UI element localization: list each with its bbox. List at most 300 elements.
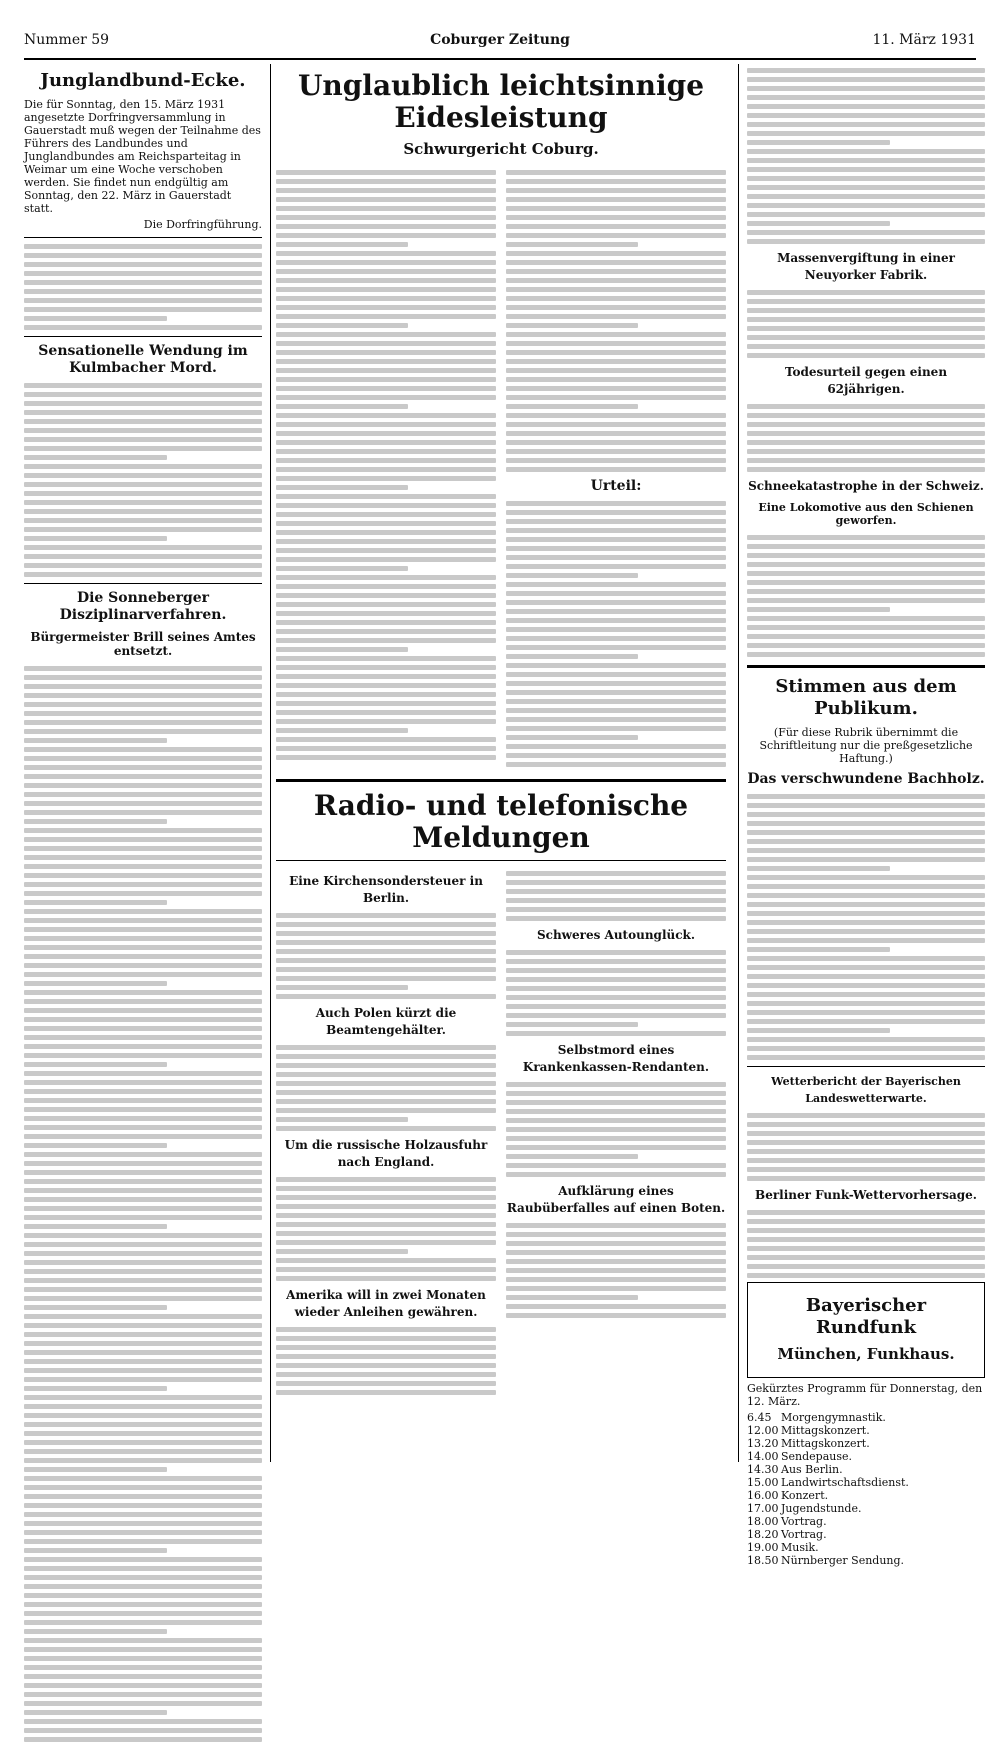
text-line — [747, 1228, 985, 1233]
program-time: 14.00 — [747, 1450, 779, 1463]
body-text-lines — [506, 950, 726, 1036]
text-line — [24, 783, 262, 788]
text-line — [747, 1246, 985, 1251]
text-line — [276, 1108, 496, 1113]
text-line — [506, 762, 726, 767]
text-line — [24, 1737, 262, 1742]
text-line — [24, 1260, 262, 1265]
text-line — [276, 269, 496, 274]
text-line — [747, 95, 985, 100]
publikum-note: (Für diese Rubrik übernimmt die Schriftleitung nur die preßgesetzliche Haftung.) — [759, 726, 973, 765]
program-row — [747, 1515, 985, 1528]
masthead — [24, 28, 976, 60]
text-line — [506, 341, 726, 346]
text-line — [24, 518, 262, 523]
text-line — [276, 170, 496, 175]
text-line — [24, 792, 262, 797]
text-line — [506, 889, 726, 894]
selbstmord-heading: Selbstmord eines Krankenkassen-Rendanten. — [522, 1043, 710, 1074]
text-line — [747, 983, 985, 988]
text-line — [506, 404, 638, 409]
column-right — [738, 64, 985, 1567]
text-line — [506, 467, 726, 472]
text-line — [747, 893, 985, 898]
text-line — [506, 744, 726, 749]
text-line — [24, 1485, 262, 1490]
text-line — [747, 589, 985, 594]
text-line — [506, 296, 726, 301]
text-line — [24, 1530, 262, 1535]
text-line — [24, 1080, 262, 1085]
text-line — [506, 323, 638, 328]
rundfunk-box — [747, 1282, 985, 1378]
text-line — [24, 410, 262, 415]
body-text-lines — [747, 535, 985, 657]
text-line — [506, 314, 726, 319]
text-line — [24, 1476, 262, 1481]
program-text: Vortrag. — [781, 1515, 827, 1528]
text-line — [276, 647, 408, 652]
text-line — [24, 882, 262, 887]
text-line — [747, 1176, 985, 1181]
program-row — [747, 1502, 985, 1515]
text-line — [24, 846, 262, 851]
text-line — [747, 956, 985, 961]
text-line — [747, 353, 985, 358]
text-line — [276, 1240, 496, 1245]
text-line — [747, 992, 985, 997]
text-line — [747, 1255, 985, 1260]
text-line — [506, 368, 726, 373]
program-time: 15.00 — [747, 1476, 779, 1489]
text-line — [747, 884, 985, 889]
text-line — [747, 440, 985, 445]
rundfunk-intro: Gekürztes Programm für Donnerstag, den 12. März. — [747, 1382, 983, 1408]
body-text-lines — [276, 913, 496, 999]
text-line — [24, 500, 262, 505]
text-line — [24, 954, 262, 959]
text-line — [276, 1063, 496, 1068]
text-line — [24, 1584, 262, 1589]
program-time: 19.00 — [747, 1541, 779, 1554]
text-line — [747, 299, 985, 304]
text-line — [24, 1413, 262, 1418]
text-line — [24, 1422, 262, 1427]
program-row — [747, 1437, 985, 1450]
text-line — [24, 1287, 262, 1292]
text-line — [276, 1045, 496, 1050]
program-row — [747, 1528, 985, 1541]
text-line — [276, 386, 496, 391]
text-line — [276, 719, 496, 724]
text-line — [276, 728, 408, 733]
text-line — [506, 600, 726, 605]
text-line — [506, 1013, 726, 1018]
text-line — [506, 1250, 726, 1255]
text-line — [24, 774, 262, 779]
text-line — [276, 179, 496, 184]
text-line — [24, 1647, 262, 1652]
text-line — [506, 636, 726, 641]
text-line — [747, 167, 985, 172]
text-line — [747, 230, 985, 235]
body-text-lines — [276, 1327, 496, 1395]
program-text: Vortrag. — [781, 1528, 827, 1541]
text-line — [24, 1467, 167, 1472]
text-line — [276, 1345, 496, 1350]
text-line — [276, 485, 408, 490]
text-line — [24, 1683, 262, 1688]
text-line — [747, 104, 985, 109]
publikum-heading: Stimmen aus dem Publikum. — [775, 676, 957, 719]
text-line — [506, 458, 726, 463]
text-line — [276, 233, 496, 238]
polen-heading: Auch Polen kürzt die Beamtengehälter. — [315, 1006, 457, 1037]
sonneberg-subheading: Bürgermeister Brill seines Amtes entsetzt. — [30, 630, 256, 658]
text-line — [506, 1109, 726, 1114]
text-line — [276, 404, 408, 409]
junglandbund-notice: Die für Sonntag, den 15. März 1931 angesetzte Dorfringversammlung in Gauerstadt muß wegen der Teilnahme des Führers des Landbundes und Junglandbundes am Reichsparteitag in Weimar um eine Woche verschoben werden. Sie findet nun endgültig am Sonntag, den 22. März in Gauerstadt statt. — [24, 98, 261, 215]
text-line — [506, 251, 726, 256]
text-line — [747, 920, 985, 925]
text-line — [24, 1170, 262, 1175]
text-line — [747, 203, 985, 208]
text-line — [24, 1206, 262, 1211]
text-line — [747, 1158, 985, 1163]
text-line — [24, 891, 262, 896]
text-line — [24, 1125, 262, 1130]
text-line — [276, 305, 496, 310]
text-line — [506, 278, 726, 283]
text-line — [24, 801, 262, 806]
text-line — [506, 1100, 726, 1105]
text-line — [747, 848, 985, 853]
program-text: Mittagskonzert. — [781, 1437, 870, 1450]
text-line — [24, 1494, 262, 1499]
text-line — [506, 305, 726, 310]
text-line — [506, 197, 726, 202]
text-line — [747, 938, 985, 943]
text-line — [506, 1136, 726, 1141]
text-line — [506, 449, 726, 454]
text-line — [24, 918, 262, 923]
text-line — [747, 803, 985, 808]
program-text: Morgengymnastik. — [781, 1411, 886, 1424]
text-line — [747, 449, 985, 454]
program-time: 18.20 — [747, 1528, 779, 1541]
text-line — [506, 959, 726, 964]
text-line — [747, 1219, 985, 1224]
text-line — [276, 1177, 496, 1182]
text-line — [24, 572, 262, 577]
text-line — [24, 325, 262, 330]
text-line — [506, 672, 726, 677]
text-line — [276, 188, 496, 193]
program-time: 13.20 — [747, 1437, 779, 1450]
text-line — [506, 654, 638, 659]
text-line — [24, 1305, 167, 1310]
text-line — [24, 1107, 262, 1112]
rundfunk-title: Bayerischer Rundfunk — [805, 1295, 927, 1338]
text-line — [24, 1395, 262, 1400]
text-line — [747, 598, 985, 603]
text-line — [24, 1044, 262, 1049]
text-line — [24, 1701, 262, 1706]
text-line — [24, 666, 262, 671]
text-line — [276, 931, 496, 936]
text-line — [24, 1035, 262, 1040]
text-line — [747, 86, 985, 91]
text-line — [24, 509, 262, 514]
text-line — [276, 1126, 496, 1131]
text-line — [506, 413, 726, 418]
text-line — [506, 977, 726, 982]
todesurteil-heading: Todesurteil gegen einen 62jährigen. — [784, 365, 948, 396]
text-line — [276, 958, 496, 963]
text-line — [276, 539, 496, 544]
program-row — [747, 1463, 985, 1476]
text-line — [24, 446, 262, 451]
text-line — [506, 645, 726, 650]
text-line — [24, 1656, 262, 1661]
text-line — [747, 794, 985, 799]
text-line — [24, 693, 262, 698]
text-line — [276, 368, 496, 373]
raubueberfall-heading: Aufklärung eines Raubüberfalles auf einen Boten. — [506, 1184, 726, 1215]
program-time: 18.00 — [747, 1515, 779, 1528]
text-line — [276, 296, 496, 301]
text-line — [506, 1259, 726, 1264]
text-line — [747, 344, 985, 349]
body-text-lines — [506, 1223, 726, 1318]
text-line — [24, 428, 262, 433]
text-line — [747, 335, 985, 340]
program-row — [747, 1450, 985, 1463]
text-line — [24, 536, 167, 541]
text-line — [747, 1140, 985, 1145]
text-line — [747, 902, 985, 907]
text-line — [747, 1122, 985, 1127]
text-line — [24, 720, 262, 725]
text-line — [276, 1186, 496, 1191]
text-line — [276, 1249, 408, 1254]
text-line — [24, 455, 167, 460]
bachholz-heading: Das verschwundene Bachholz. — [747, 771, 985, 787]
text-line — [747, 1028, 890, 1033]
text-line — [747, 404, 985, 409]
text-line — [24, 1017, 262, 1022]
text-line — [747, 131, 985, 136]
text-line — [506, 1031, 726, 1036]
text-line — [24, 1521, 262, 1526]
text-line — [24, 1251, 262, 1256]
text-line — [276, 683, 496, 688]
text-line — [24, 981, 167, 986]
text-line — [506, 537, 726, 542]
text-line — [506, 519, 726, 524]
text-line — [24, 927, 262, 932]
wetterbericht-heading: Wetterbericht der Bayerischen Landeswetterwarte. — [771, 1075, 961, 1105]
text-line — [747, 571, 985, 576]
lokomotive-subheading: Eine Lokomotive aus den Schienen geworfen. — [758, 501, 974, 527]
text-line — [24, 545, 262, 550]
body-text-lines — [747, 1113, 985, 1181]
text-line — [24, 747, 262, 752]
text-line — [276, 287, 496, 292]
text-line — [747, 911, 985, 916]
text-line — [276, 521, 496, 526]
text-line — [506, 1295, 638, 1300]
text-line — [24, 1503, 262, 1508]
text-line — [506, 1268, 726, 1273]
text-line — [276, 431, 496, 436]
text-line — [747, 625, 985, 630]
text-line — [506, 1145, 726, 1150]
text-line — [24, 1728, 262, 1733]
text-line — [506, 916, 726, 921]
text-line — [24, 482, 262, 487]
issue-number: Nummer 59 — [24, 32, 110, 48]
text-line — [506, 735, 638, 740]
text-line — [506, 242, 638, 247]
text-line — [24, 819, 167, 824]
text-line — [747, 866, 890, 871]
text-line — [24, 1026, 262, 1031]
text-line — [276, 1258, 496, 1263]
text-line — [747, 1055, 985, 1060]
body-text-lines — [24, 383, 262, 577]
text-line — [506, 224, 726, 229]
text-line — [24, 271, 262, 276]
holzausfuhr-heading: Um die russische Holzausfuhr nach England. — [284, 1138, 488, 1169]
text-line — [747, 326, 985, 331]
text-line — [506, 395, 726, 400]
text-line — [506, 907, 726, 912]
text-line — [276, 323, 408, 328]
text-line — [24, 1377, 262, 1382]
text-line — [24, 1053, 262, 1058]
text-line — [506, 377, 726, 382]
text-line — [24, 1386, 167, 1391]
text-line — [506, 206, 726, 211]
text-line — [747, 544, 985, 549]
text-line — [747, 77, 985, 82]
text-line — [747, 965, 985, 970]
text-line — [506, 188, 726, 193]
text-line — [24, 244, 262, 249]
text-line — [24, 1278, 262, 1283]
text-line — [506, 170, 726, 175]
column-center — [276, 64, 726, 1462]
text-line — [276, 1072, 496, 1077]
text-line — [276, 377, 496, 382]
column-left — [24, 64, 271, 1462]
kirchensteuer-heading: Eine Kirchensondersteuer in Berlin. — [289, 874, 483, 905]
text-line — [24, 1224, 167, 1229]
text-line — [747, 562, 985, 567]
text-line — [276, 1195, 496, 1200]
text-line — [276, 278, 496, 283]
text-line — [747, 580, 985, 585]
eidesleistung-subheading: Schwurgericht Coburg. — [403, 140, 599, 158]
body-text-lines — [24, 244, 262, 330]
text-line — [276, 1336, 496, 1341]
text-line — [747, 643, 985, 648]
program-row — [747, 1489, 985, 1502]
program-text: Jugendstunde. — [781, 1502, 862, 1515]
text-line — [24, 1296, 262, 1301]
text-line — [506, 699, 726, 704]
text-line — [276, 985, 408, 990]
text-line — [506, 609, 726, 614]
text-line — [747, 68, 985, 73]
text-line — [24, 262, 262, 267]
text-line — [747, 1210, 985, 1215]
program-text: Musik. — [781, 1541, 819, 1554]
text-line — [24, 1188, 262, 1193]
text-line — [24, 999, 262, 1004]
text-line — [506, 359, 726, 364]
text-line — [747, 947, 890, 952]
text-line — [276, 1090, 496, 1095]
text-line — [276, 1222, 496, 1227]
text-line — [24, 1458, 262, 1463]
text-line — [276, 755, 496, 760]
text-line — [506, 1082, 726, 1087]
text-line — [747, 1167, 985, 1172]
text-line — [506, 1232, 726, 1237]
autounglueck-heading: Schweres Autounglück. — [536, 928, 696, 942]
text-line — [506, 582, 726, 587]
program-row — [747, 1541, 985, 1554]
text-line — [506, 1022, 638, 1027]
text-line — [276, 922, 496, 927]
text-line — [276, 746, 496, 751]
program-text: Nürnberger Sendung. — [781, 1554, 905, 1567]
body-text-lines — [747, 404, 985, 472]
newspaper-title: Coburger Zeitung — [430, 32, 570, 48]
text-line — [747, 149, 985, 154]
text-line — [24, 1233, 262, 1238]
text-line — [24, 936, 262, 941]
text-line — [24, 1341, 262, 1346]
text-line — [506, 501, 726, 506]
text-line — [276, 557, 496, 562]
program-time: 16.00 — [747, 1489, 779, 1502]
text-line — [24, 1512, 262, 1517]
text-line — [24, 1710, 167, 1715]
text-line — [506, 663, 726, 668]
text-line — [276, 611, 496, 616]
text-line — [276, 449, 496, 454]
text-line — [276, 413, 496, 418]
text-line — [24, 972, 262, 977]
text-line — [506, 1172, 726, 1177]
text-line — [24, 392, 262, 397]
urteil-label: Urteil: — [590, 478, 642, 494]
program-text: Sendepause. — [781, 1450, 853, 1463]
text-line — [24, 1242, 262, 1247]
text-line — [24, 1215, 262, 1220]
text-line — [24, 1404, 262, 1409]
text-line — [276, 440, 496, 445]
text-line — [24, 1098, 262, 1103]
body-text-lines — [276, 166, 496, 771]
text-line — [276, 260, 496, 265]
text-line — [747, 1010, 985, 1015]
text-line — [276, 1213, 496, 1218]
text-line — [506, 564, 726, 569]
